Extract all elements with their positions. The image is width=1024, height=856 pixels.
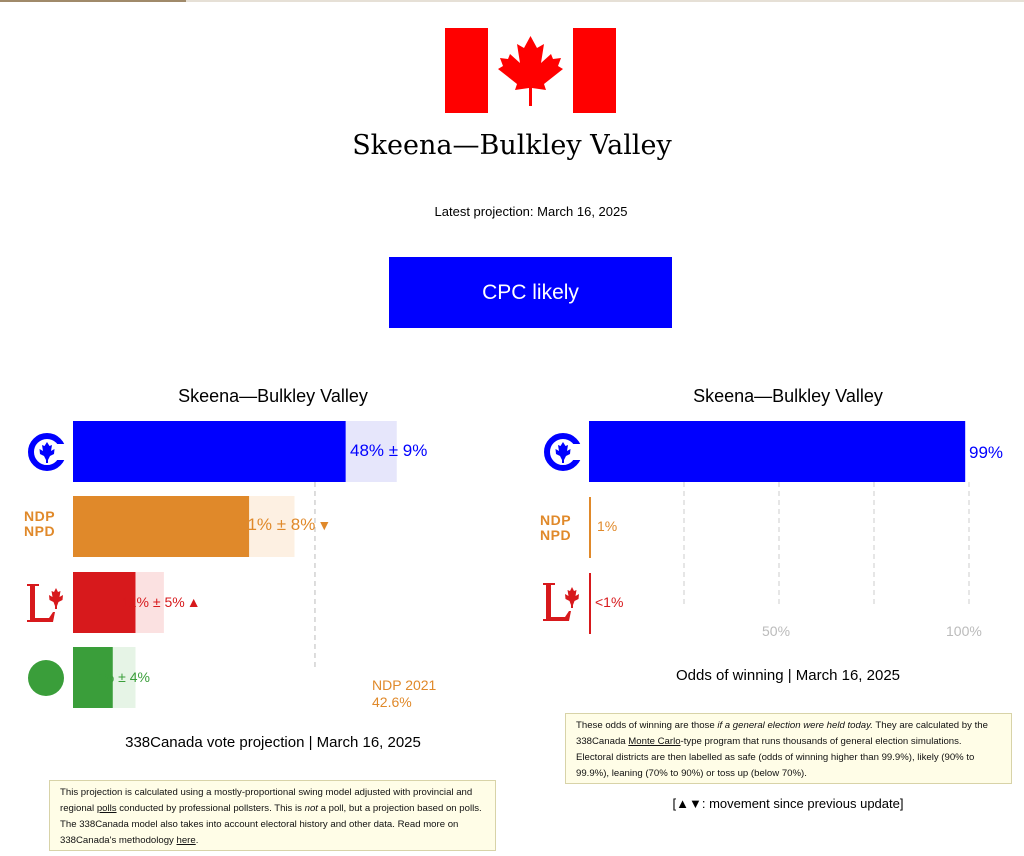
lpc-odds-label: <1%	[595, 594, 624, 610]
odds-explanation-note: These odds of winning are those if a general election were held today. They are calculated by the 338Canada Monte Carlo-type program that runs thousands of general election simulations. Electoral districts are then labelled as safe (odds of winning higher than 99.9%), likely (90% to 99.9%), leaning (70% to 90%) or toss up (below 70%).	[565, 713, 1012, 784]
cpc-odds-label: 99%	[969, 443, 1004, 462]
cpc-odds-bar	[589, 421, 965, 482]
vote-chart-title: Skeena—Bulkley Valley	[178, 386, 368, 406]
polls-link[interactable]: polls	[96, 803, 117, 814]
cpc-logo-icon-odds	[541, 430, 585, 474]
lpc-logo-icon-odds	[539, 579, 585, 625]
ndp-2021-reference-label: NDP 2021 42.6%	[372, 677, 437, 710]
projection-methodology-note: This projection is calculated using a mostly-proportional swing model adjusted with provincial and regional polls conducted by professional pollsters. This is not a poll, but a projection based on polls. The 338Canada model also takes into account electoral history and other data. Read more on 338Canada's methodology here.	[49, 780, 496, 851]
ndp-logo-icon: NDP NPD	[24, 508, 56, 539]
ndp-odds-label: 1%	[597, 518, 618, 534]
latest-projection-date: Latest projection: March 16, 2025	[434, 204, 628, 219]
lpc-odds-bar	[589, 573, 591, 634]
ndp-odds-bar	[589, 497, 591, 558]
methodology-link[interactable]: here	[176, 835, 196, 846]
vote-chart-caption: 338Canada vote projection | March 16, 2025	[125, 734, 421, 751]
odds-tick-50: 50%	[762, 623, 791, 639]
movement-legend: [▲▼: movement since previous update]	[672, 796, 904, 811]
ndp-movement-icon: ▼	[317, 517, 332, 533]
odds-chart-caption: Odds of winning | March 16, 2025	[675, 667, 901, 684]
status-badge: CPC likely	[389, 257, 672, 328]
page-title: Skeena—Bulkley Valley	[352, 130, 672, 161]
ndp-vote-label: 31% ± 8% ▼	[238, 515, 332, 534]
gpc-vote-label: 7% ± 4%	[94, 669, 150, 685]
lpc-vote-label: 11% ± 5% ▲	[122, 594, 201, 610]
ndp-vote-bar	[73, 496, 249, 557]
lpc-movement-icon: ▲	[186, 594, 201, 610]
odds-chart-title: Skeena—Bulkley Valley	[693, 386, 883, 406]
ndp-logo-icon-odds: NDP NPD	[540, 512, 572, 543]
odds-tick-100: 100%	[946, 623, 982, 639]
cpc-vote-label: 48% ± 9%	[350, 441, 428, 460]
cpc-vote-bar	[73, 421, 346, 482]
monte-carlo-link[interactable]: Monte Carlo	[628, 736, 681, 747]
